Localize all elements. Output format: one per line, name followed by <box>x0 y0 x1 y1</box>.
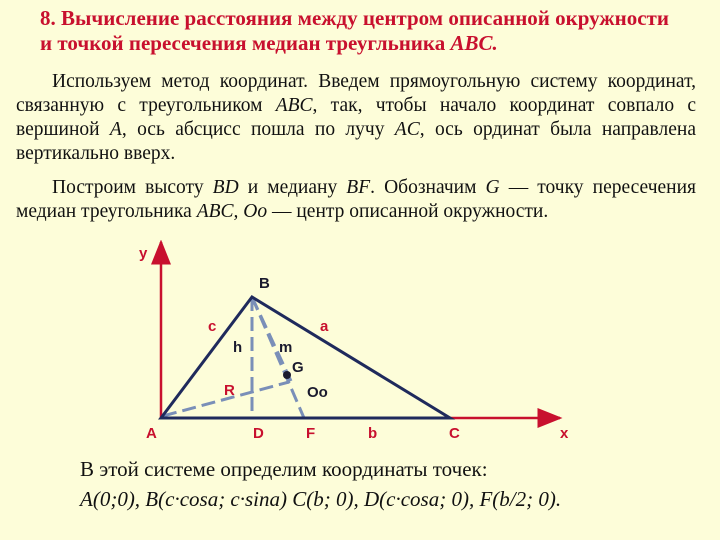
p1-text-4: , ось ординат была направлена вертикально вверх. <box>16 119 696 164</box>
paragraph-coordinate-method <box>16 70 696 166</box>
triangle-diagram <box>0 240 720 450</box>
p2-text-4: — точку пересечения медиан треугольника <box>16 177 696 222</box>
point-oo-label: Oo <box>307 384 328 401</box>
median-BF <box>252 297 304 418</box>
paragraph-construction <box>16 176 696 224</box>
title-line-1: 8. Вычисление расстояния между центром описанной окружности <box>40 6 669 30</box>
point-g-marker <box>283 371 291 379</box>
point-c-label: C <box>449 425 460 442</box>
side-b-label: b <box>368 425 378 442</box>
title-triangle-name: ABC. <box>450 31 498 55</box>
median-m-label: m <box>279 339 293 356</box>
p2-italic-4: ABC, Oo <box>196 201 268 222</box>
side-c-label: c <box>208 318 217 335</box>
p2-text-2: и медиану <box>238 177 347 198</box>
p1-italic-3: AC <box>394 119 420 140</box>
p1-italic-1: ABC <box>275 95 313 116</box>
point-f-label: F <box>306 425 316 442</box>
p1-text-2: , так, чтобы начало координат совпало с вершиной <box>16 95 696 140</box>
coordinates-list: A(0;0), B(c·cosa; c·sina) C(b; 0), D(c·cosa; 0), F(b/2; 0). <box>80 487 562 511</box>
slide-title <box>40 6 710 56</box>
p2-italic-3: G <box>485 177 500 198</box>
height-h-label: h <box>233 339 243 356</box>
side-a-label: a <box>320 318 329 335</box>
axis-x-label: x <box>560 425 569 442</box>
coordinates-block <box>80 454 710 514</box>
p2-italic-1: BD <box>212 177 239 198</box>
point-d-label: D <box>253 425 264 442</box>
p2-italic-2: BF <box>346 177 371 198</box>
point-a-label: A <box>146 425 157 442</box>
title-line-2-text: и точкой пересечения медиан треугльника <box>40 31 451 55</box>
coordinates-intro: В этой системе определим координаты точек: <box>80 457 488 481</box>
radius-r-label: R <box>224 382 235 399</box>
point-b-label: B <box>259 275 270 292</box>
p1-text-1: Используем метод координат. Введем прямоугольную систему координат, связанную с треугольником <box>16 71 696 116</box>
p1-text-3: , ось абсцисс пошла по лучу <box>121 119 395 140</box>
title-line-2 <box>40 31 710 56</box>
p1-italic-2: A <box>109 119 122 140</box>
axis-y-label: y <box>139 245 148 262</box>
p2-text-3: . Обозначим <box>370 177 486 198</box>
point-g-label: G <box>292 359 304 376</box>
p2-text-5: — центр описанной окружности. <box>267 201 549 222</box>
p2-text-1: Построим высоту <box>52 177 213 198</box>
triangle-ABC <box>161 297 450 418</box>
